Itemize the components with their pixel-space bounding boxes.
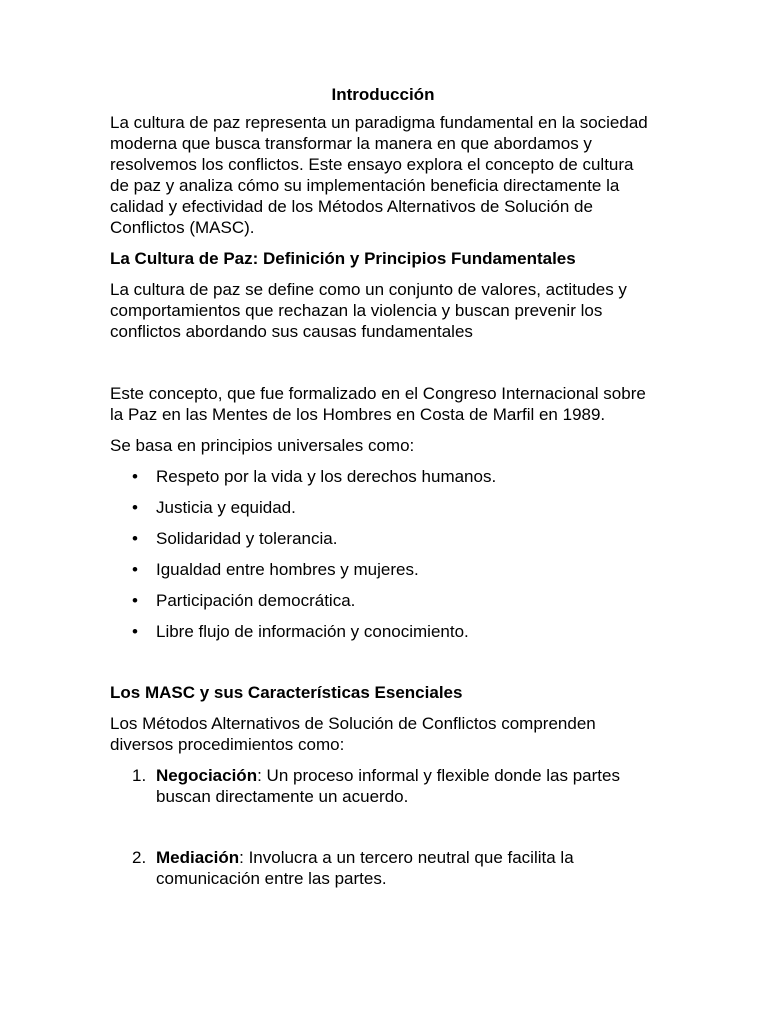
list-item	[110, 590, 656, 611]
bullet-icon: •	[132, 467, 138, 486]
list-item-text: Igualdad entre hombres y mujeres.	[156, 560, 419, 579]
list-item-text: Participación democrática.	[156, 591, 356, 610]
paragraph-masc-intro: Los Métodos Alternativos de Solución de Conflictos comprenden diversos procedimientos como:	[110, 714, 596, 754]
blank-line	[110, 342, 656, 383]
method-description: : Un proceso informal y flexible donde las partes buscan directamente un acuerdo.	[156, 766, 620, 806]
list-item	[110, 559, 656, 580]
list-item-mediacion	[110, 847, 656, 889]
list-number: 2.	[132, 848, 147, 867]
list-item-text: Libre flujo de información y conocimiento.	[156, 622, 469, 641]
blank-line	[110, 652, 656, 682]
list-item	[110, 497, 656, 518]
list-item	[110, 528, 656, 549]
bullet-icon: •	[132, 622, 138, 641]
list-number: 1.	[132, 766, 147, 785]
list-item	[110, 466, 656, 487]
methods-list	[110, 765, 656, 889]
bullet-icon: •	[132, 591, 138, 610]
list-item-text: Justicia y equidad.	[156, 498, 296, 517]
section-heading-cultura-de-paz: La Cultura de Paz: Definición y Principios Fundamentales	[110, 249, 576, 268]
paragraph-definition: La cultura de paz se define como un conjunto de valores, actitudes y comportamientos que rechazan la violencia y buscan prevenir los conflictos abordando sus causas fundamentales	[110, 280, 627, 341]
blank-line	[110, 807, 656, 847]
method-term: Mediación	[156, 848, 240, 867]
list-item-text: Respeto por la vida y los derechos humanos.	[156, 467, 497, 486]
document-title: Introducción	[331, 85, 435, 104]
intro-paragraph: La cultura de paz representa un paradigma fundamental en la sociedad moderna que busca transformar la manera en que abordamos y resolvemos los conflictos. Este ensayo explora el concepto de cultura de paz y analiza cómo su implementación beneficia directamente la calidad y efectividad de los Métodos Alternativos de Solución de Conflictos (MASC).	[110, 113, 648, 237]
paragraph-congreso: Este concepto, que fue formalizado en el Congreso Internacional sobre la Paz en las Mentes de los Hombres en Costa de Marfil en 1989.	[110, 384, 646, 424]
bullet-icon: •	[132, 529, 138, 548]
method-description: : Involucra a un tercero neutral que facilita la comunicación entre las partes.	[156, 848, 574, 888]
bullet-icon: •	[132, 498, 138, 517]
section-heading-masc: Los MASC y sus Características Esenciales	[110, 683, 463, 702]
list-item-text: Solidaridad y tolerancia.	[156, 529, 338, 548]
paragraph-principios-intro: Se basa en principios universales como:	[110, 436, 415, 455]
list-item	[110, 621, 656, 642]
bullet-icon: •	[132, 560, 138, 579]
list-item-negociacion	[110, 765, 656, 807]
method-term: Negociación	[156, 766, 258, 785]
principles-list	[110, 466, 656, 642]
